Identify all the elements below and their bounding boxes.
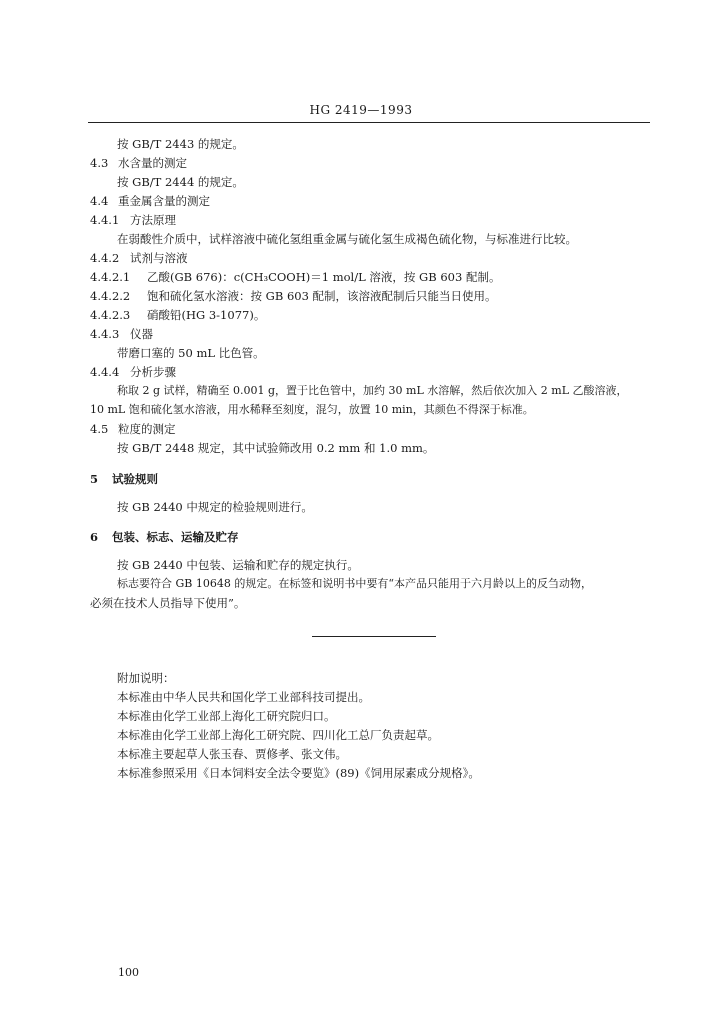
section-4-4-3-heading — [90, 326, 153, 342]
section-4-5-heading — [90, 421, 176, 437]
section-number: 4.4.2.3 — [90, 308, 131, 322]
section-4-4-2-1 — [90, 269, 500, 285]
section-text: 饱和硫化氢水溶液：按 GB 603 配制，该溶液配制后只能当日使用。 — [147, 289, 497, 303]
section-number: 4.5 — [90, 422, 109, 436]
section-title: 方法原理 — [130, 213, 176, 227]
section-4-4-4-text-line2: 10 mL 饱和硫化氢水溶液，用水稀释至刻度，混匀，放置 10 min，其颜色不得深于标准。 — [90, 403, 534, 416]
section-4-4-2-2 — [90, 288, 497, 304]
section-6-text-line1: 按 GB 2440 中包装、运输和贮存的规定执行。 — [117, 558, 359, 572]
section-text: 乙酸(GB 676)：c(CH₃COOH)＝1 mol/L 溶液，按 GB 603 配制。 — [147, 270, 501, 284]
note-line-4: 本标准主要起草人张玉春、贾修孝、张文伟。 — [117, 747, 347, 761]
section-4-4-heading — [90, 193, 210, 209]
section-title: 分析步骤 — [130, 365, 176, 379]
standard-code-header: HG 2419—1993 — [309, 103, 413, 117]
section-6-heading — [90, 529, 239, 545]
section-5-text: 按 GB 2440 中规定的检验规则进行。 — [117, 500, 313, 514]
section-title: 粒度的测定 — [118, 422, 176, 436]
section-number: 4.4 — [90, 194, 109, 208]
separator-rule — [312, 636, 436, 637]
notes-title: 附加说明： — [117, 671, 175, 685]
note-line-5: 本标准参照采用《日本饲料安全法令要览》(89)《饲用尿素成分规格》。 — [117, 766, 480, 780]
section-4-4-1-heading — [90, 212, 176, 228]
section-title: 包装、标志、运输及贮存 — [112, 530, 239, 544]
section-number: 4.4.2.1 — [90, 270, 131, 284]
section-title: 仪器 — [130, 327, 153, 341]
section-number: 5 — [90, 472, 99, 486]
section-text: 硝酸铅(HG 3-1077)。 — [147, 308, 266, 322]
section-title: 试剂与溶液 — [130, 251, 188, 265]
section-number: 4.4.3 — [90, 327, 120, 341]
section-4-5-text: 按 GB/T 2448 规定，其中试验筛改用 0.2 mm 和 1.0 mm。 — [117, 441, 435, 455]
section-4-4-1-text: 在弱酸性介质中，试样溶液中硫化氢组重金属与硫化氢生成褐色硫化物，与标准进行比较。 — [117, 232, 577, 246]
section-4-4-4-text-line1: 称取 2 g 试样，精确至 0.001 g，置于比色管中，加约 30 mL 水溶解，然后依次加入 2 mL 乙酸溶液， — [117, 384, 628, 397]
section-title: 重金属含量的测定 — [118, 194, 210, 208]
section-4-4-2-heading — [90, 250, 188, 266]
section-title: 水含量的测定 — [118, 156, 187, 170]
section-4-3-text: 按 GB/T 2444 的规定。 — [117, 175, 244, 189]
section-number: 4.4.2.2 — [90, 289, 131, 303]
section-4-4-2-3 — [90, 307, 265, 323]
section-number: 4.4.2 — [90, 251, 120, 265]
note-line-2: 本标准由化学工业部上海化工研究院归口。 — [117, 709, 336, 723]
section-4-3-heading — [90, 155, 187, 171]
section-number: 6 — [90, 530, 99, 544]
line-gbt2443: 按 GB/T 2443 的规定。 — [117, 137, 244, 151]
section-4-4-3-text: 带磨口塞的 50 mL 比色管。 — [117, 346, 265, 360]
section-number: 4.3 — [90, 156, 109, 170]
section-5-heading — [90, 471, 158, 487]
header-rule — [88, 122, 650, 123]
section-6-text-line2: 标志要符合 GB 10648 的规定。在标签和说明书中要有“本产品只能用于六月龄以上的反刍动物， — [117, 577, 592, 590]
note-line-3: 本标准由化学工业部上海化工研究院、四川化工总厂负责起草。 — [117, 728, 439, 742]
section-6-text-line3: 必须在技术人员指导下使用”。 — [90, 596, 246, 610]
section-number: 4.4.4 — [90, 365, 120, 379]
section-number: 4.4.1 — [90, 213, 120, 227]
note-line-1: 本标准由中华人民共和国化学工业部科技司提出。 — [117, 690, 370, 704]
section-title: 试验规则 — [112, 472, 158, 486]
section-4-4-4-heading — [90, 364, 176, 380]
page-number: 100 — [118, 966, 139, 979]
